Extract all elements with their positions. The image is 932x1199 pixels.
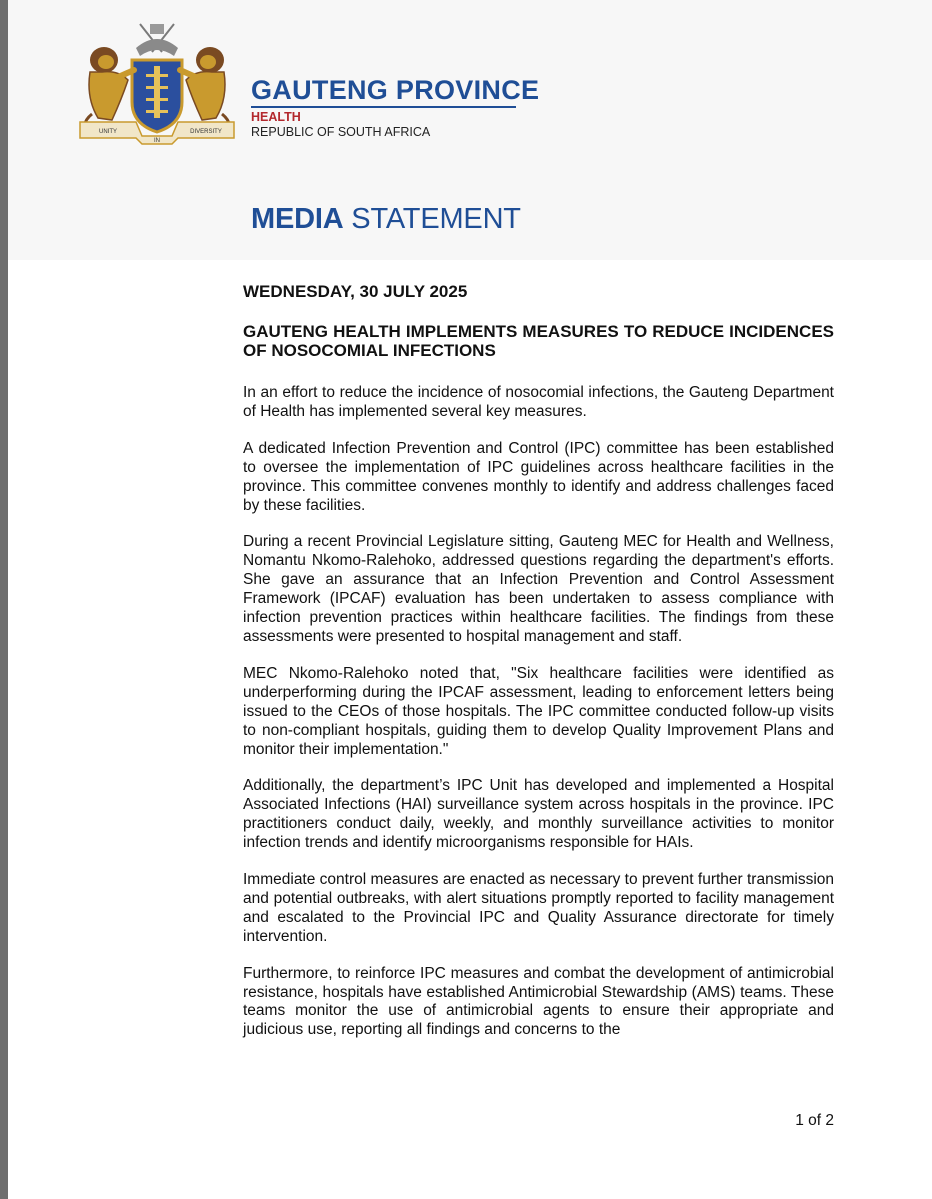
statement-type-bold: MEDIA [251,203,344,235]
motto-unity: UNITY [99,129,117,135]
page-number: 1 of 2 [795,1112,834,1129]
body-paragraph: During a recent Provincial Legislature sitting, Gauteng MEC for Health and Wellness, Nomantu Nkomo-Ralehoko, addressed questions regarding the department's efforts. She gave an assurance that an Infection Prevention and Control Assessment Framework (IPCAF) evaluation has been undertaken to assess compliance with infection prevention practices within healthcare facilities. The findings from these assessments were presented to hospital management and staff. [243,533,834,645]
body-paragraph: In an effort to reduce the incidence of nosocomial infections, the Gauteng Department of Health has implemented several key measures. [243,384,834,420]
page-left-edge [0,0,8,1199]
body-paragraph: A dedicated Infection Prevention and Control (IPC) committee has been established to oversee the implementation of IPC guidelines across healthcare facilities in the province. This committee convenes monthly to identify and address challenges faced by these facilities. [243,439,834,514]
body-paragraph: MEC Nkomo-Ralehoko noted that, "Six healthcare facilities were identified as underperforming during the IPCAF assessment, leading to enforcement letters being issued to the CEOs of those hospitals. The IPC committee conducted follow-up visits to non-compliant hospitals, guiding them to develop Quality Improvement Plans and monitor their implementation." [243,664,834,758]
country-name: REPUBLIC OF SOUTH AFRICA [251,125,431,139]
letterhead [8,0,932,260]
department-name: HEALTH [251,110,301,124]
statement-type-regular: STATEMENT [343,203,521,235]
brand-underline [251,106,516,108]
statement-headline: GAUTENG HEALTH IMPLEMENTS MEASURES TO REDUCE INCIDENCES OF NOSOCOMIAL INFECTIONS [243,322,834,360]
body-paragraph: Furthermore, to reinforce IPC measures and combat the development of antimicrobial resistance, hospitals have established Antimicrobial Stewardship (AMS) teams. These teams monitor the use of antimicrobial agents to ensure their appropriate and judicious use, reporting all findings and concerns to the [243,964,834,1039]
statement-type [251,203,521,236]
coat-of-arms-logo [72,18,242,146]
motto-diversity: DIVERSITY [190,129,222,135]
body-paragraph: Immediate control measures are enacted as necessary to prevent further transmission and potential outbreaks, with alert situations promptly reported to facility management and escalated to the Provincial IPC and Quality Assurance directorate for timely intervention. [243,871,834,945]
motto-in: IN [154,138,160,144]
statement-body [243,384,834,1058]
statement-date: WEDNESDAY, 30 JULY 2025 [243,282,468,301]
organization-name: GAUTENG PROVINCE [251,75,540,105]
body-paragraph: Additionally, the department’s IPC Unit has developed and implemented a Hospital Associated Infections (HAI) surveillance system across hospitals in the province. IPC practitioners conduct daily, weekly, and monthly surveillance activities to monitor infection trends and identify microorganisms responsible for HAIs. [243,777,834,852]
